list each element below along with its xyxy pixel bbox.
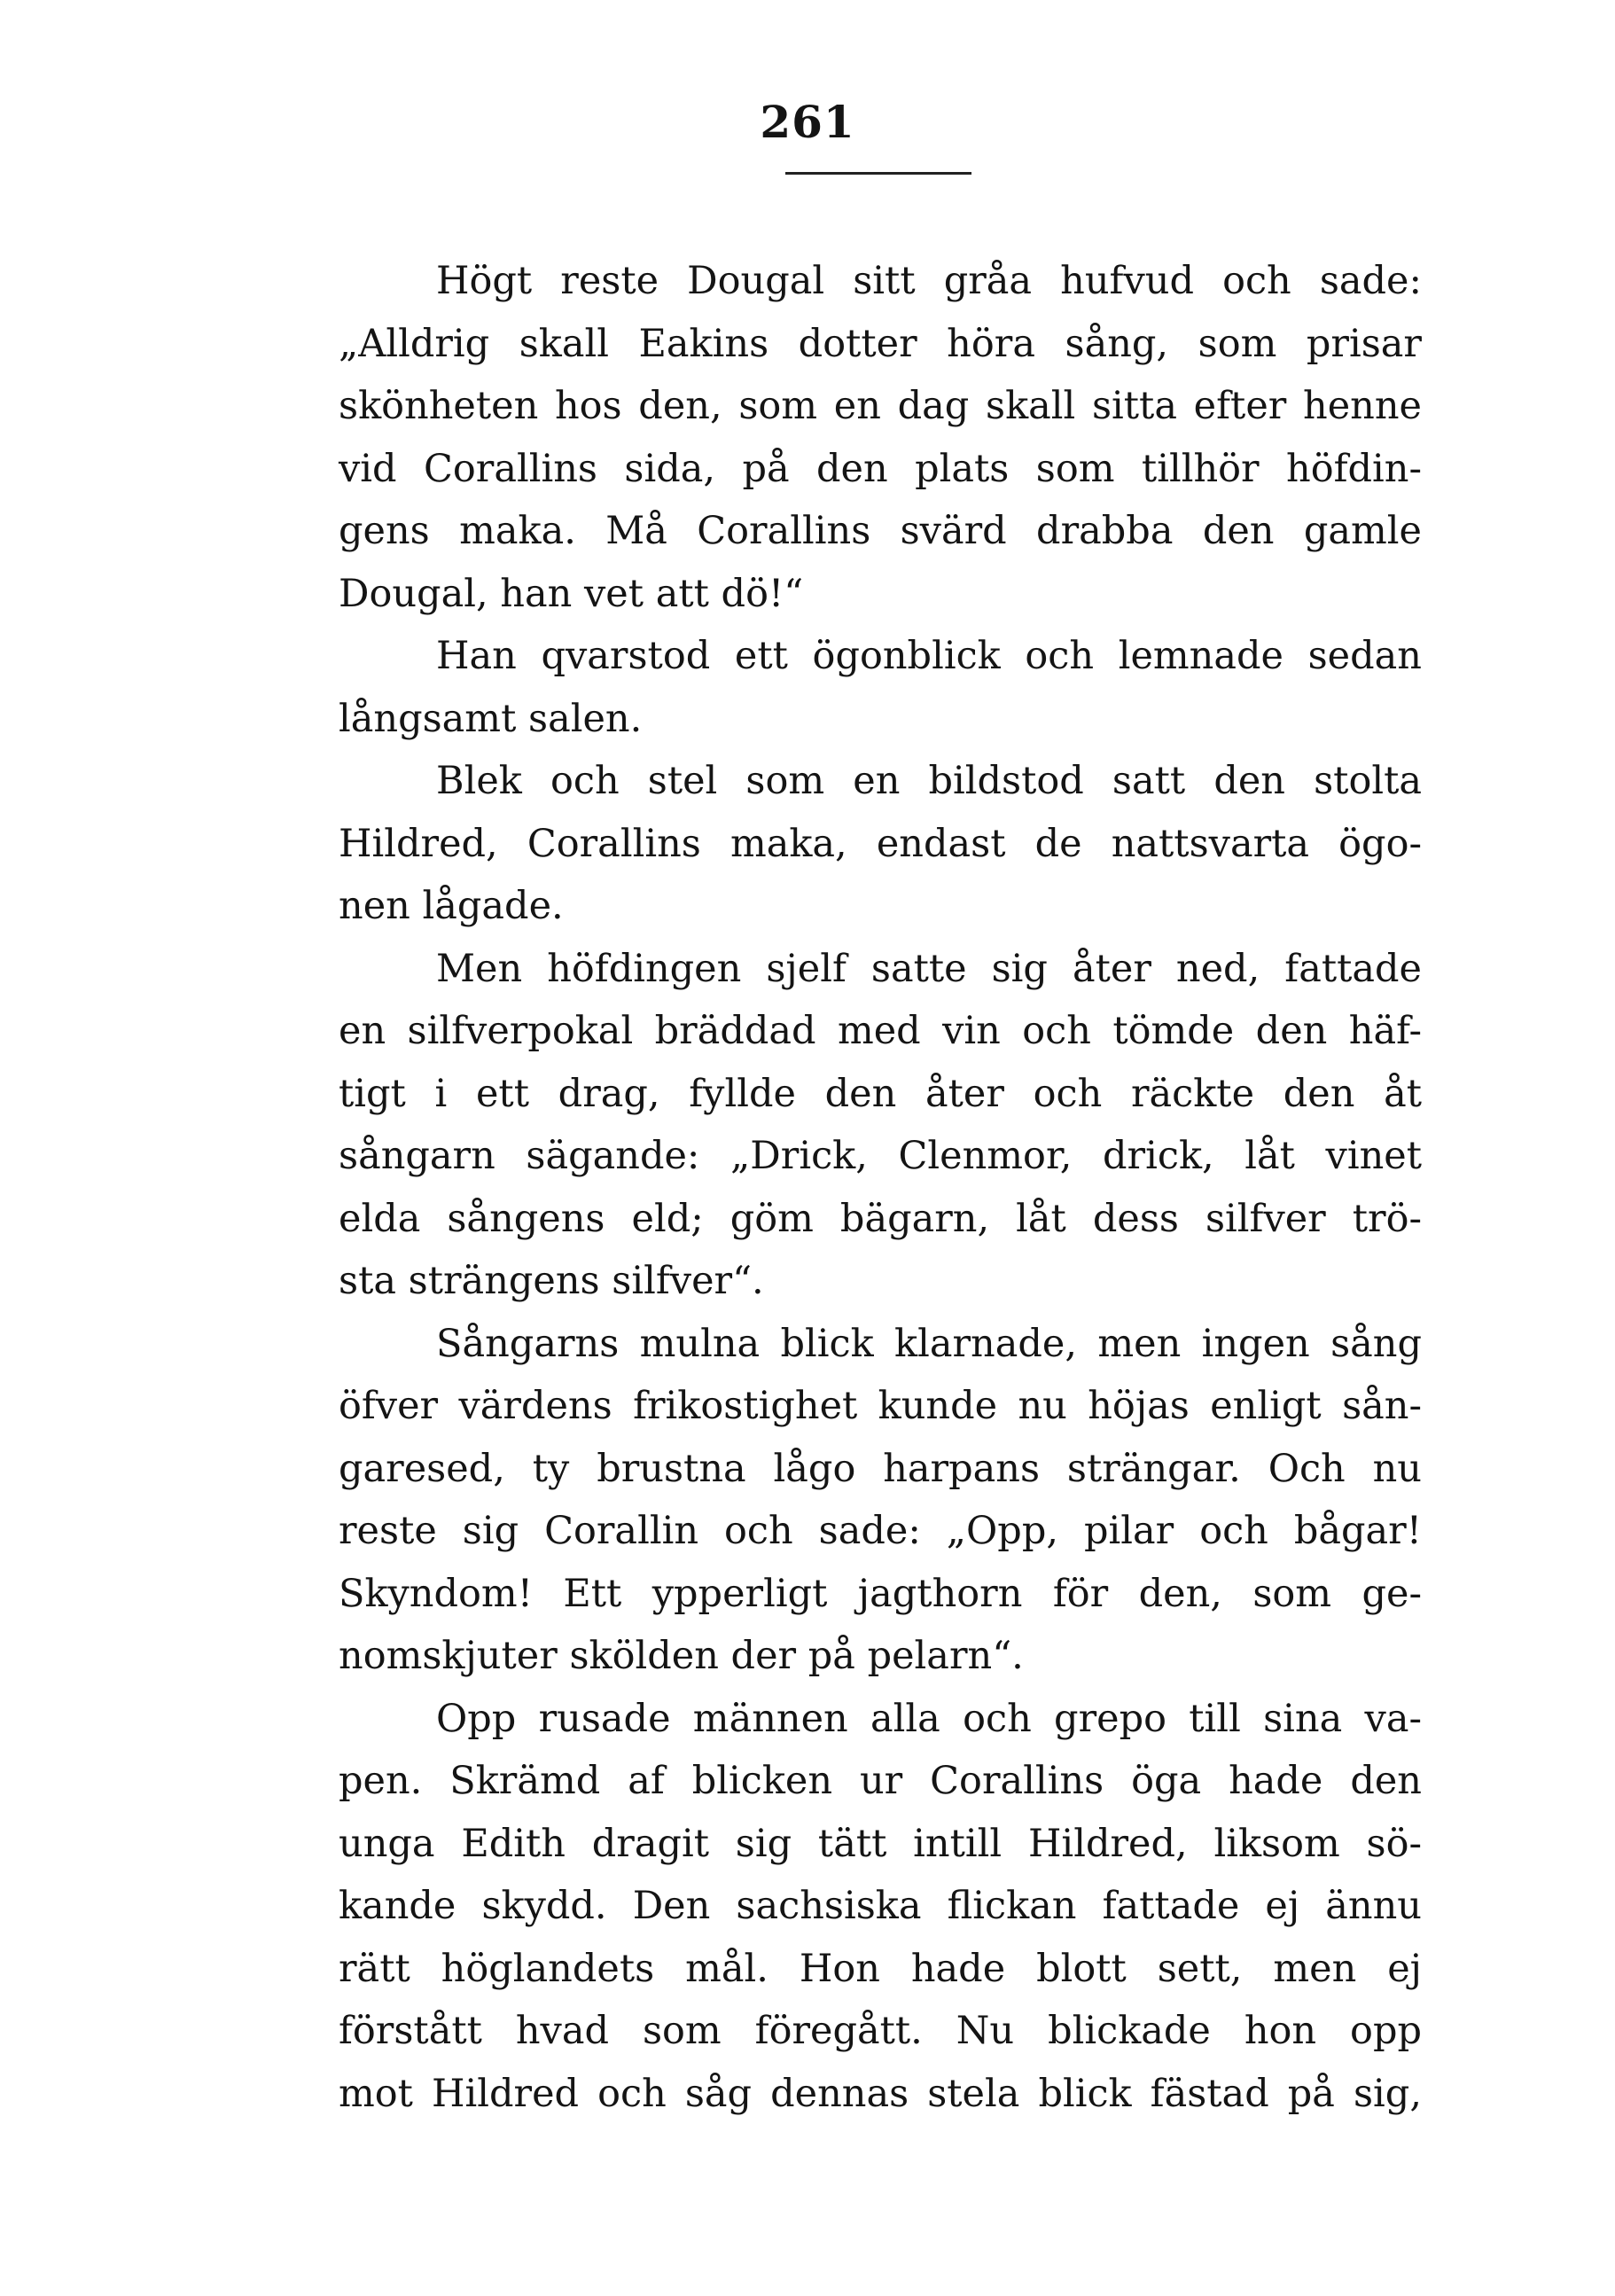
header-rule — [785, 172, 971, 175]
text-line: förstått hvad som föregått. Nu blickade hon opp — [339, 2009, 1422, 2053]
text-line: Blek och stel som en bildstod satt den stolta — [436, 759, 1422, 803]
text-line: Men höfdingen sjelf satte sig åter ned, fattade — [436, 946, 1422, 991]
text-line: Opp rusade männen alla och grepo till sina va- — [436, 1696, 1422, 1741]
page-number: 261 — [760, 96, 855, 148]
text-line: garesed, ty brustna lågo harpans strängar. Och nu — [339, 1446, 1422, 1491]
text-line: tigt i ett drag, fyllde den åter och räckte den åt — [339, 1071, 1422, 1116]
text-line: nomskjuter skölden der på pelarn“. — [339, 1634, 1024, 1678]
text-line: pen. Skrämd af blicken ur Corallins öga hade den — [339, 1759, 1422, 1803]
paragraph — [339, 1688, 1422, 2126]
text-line: reste sig Corallin och sade: „Opp, pilar och bågar! — [339, 1509, 1422, 1553]
text-line: sta strängens silfver“. — [339, 1259, 764, 1303]
text-line: rätt höglandets mål. Hon hade blott sett, men ej — [339, 1946, 1422, 1991]
text-line: skönheten hos den, som en dag skall sitta efter henne — [339, 384, 1422, 428]
text-line: Högt reste Dougal sitt gråa hufvud och sade: — [436, 259, 1422, 303]
text-line: gens maka. Må Corallins svärd drabba den gamle — [339, 509, 1422, 553]
text-line: Skyndom! Ett ypperligt jagthorn för den, som ge- — [339, 1571, 1422, 1616]
text-line: „Alldrig skall Eakins dotter höra sång, som prisar — [339, 321, 1422, 366]
text-line: öfver värdens frikostighet kunde nu höjas enligt sån- — [339, 1384, 1422, 1428]
paragraph — [339, 938, 1422, 1313]
paragraph — [339, 1313, 1422, 1688]
text-line: mot Hildred och såg dennas stela blick fästad på sig, — [339, 2071, 1422, 2116]
text-line: nen lågade. — [339, 884, 564, 928]
paragraph — [339, 625, 1422, 750]
text-line: vid Corallins sida, på den plats som tillhör höfdin- — [339, 446, 1422, 491]
text-line: Sångarns mulna blick klarnade, men ingen sång — [436, 1321, 1422, 1366]
text-line: Hildred, Corallins maka, endast de nattsvarta ögo- — [339, 821, 1422, 866]
text-line: unga Edith dragit sig tätt intill Hildred, liksom sö- — [339, 1821, 1422, 1866]
text-line: en silfverpokal bräddad med vin och tömde den häf- — [339, 1009, 1422, 1053]
text-line: sångarn sägande: „Drick, Clenmor, drick, låt vinet — [339, 1134, 1422, 1178]
paragraph — [339, 250, 1422, 625]
text-line: elda sångens eld; göm bägarn, låt dess silfver trö- — [339, 1196, 1422, 1241]
text-line: kande skydd. Den sachsiska flickan fattade ej ännu — [339, 1884, 1422, 1928]
text-line: långsamt salen. — [339, 696, 643, 741]
paragraph — [339, 750, 1422, 938]
text-line: Han qvarstod ett ögonblick och lemnade sedan — [436, 634, 1422, 678]
text-line: Dougal, han vet att dö!“ — [339, 571, 804, 616]
body-text — [339, 250, 1422, 2125]
